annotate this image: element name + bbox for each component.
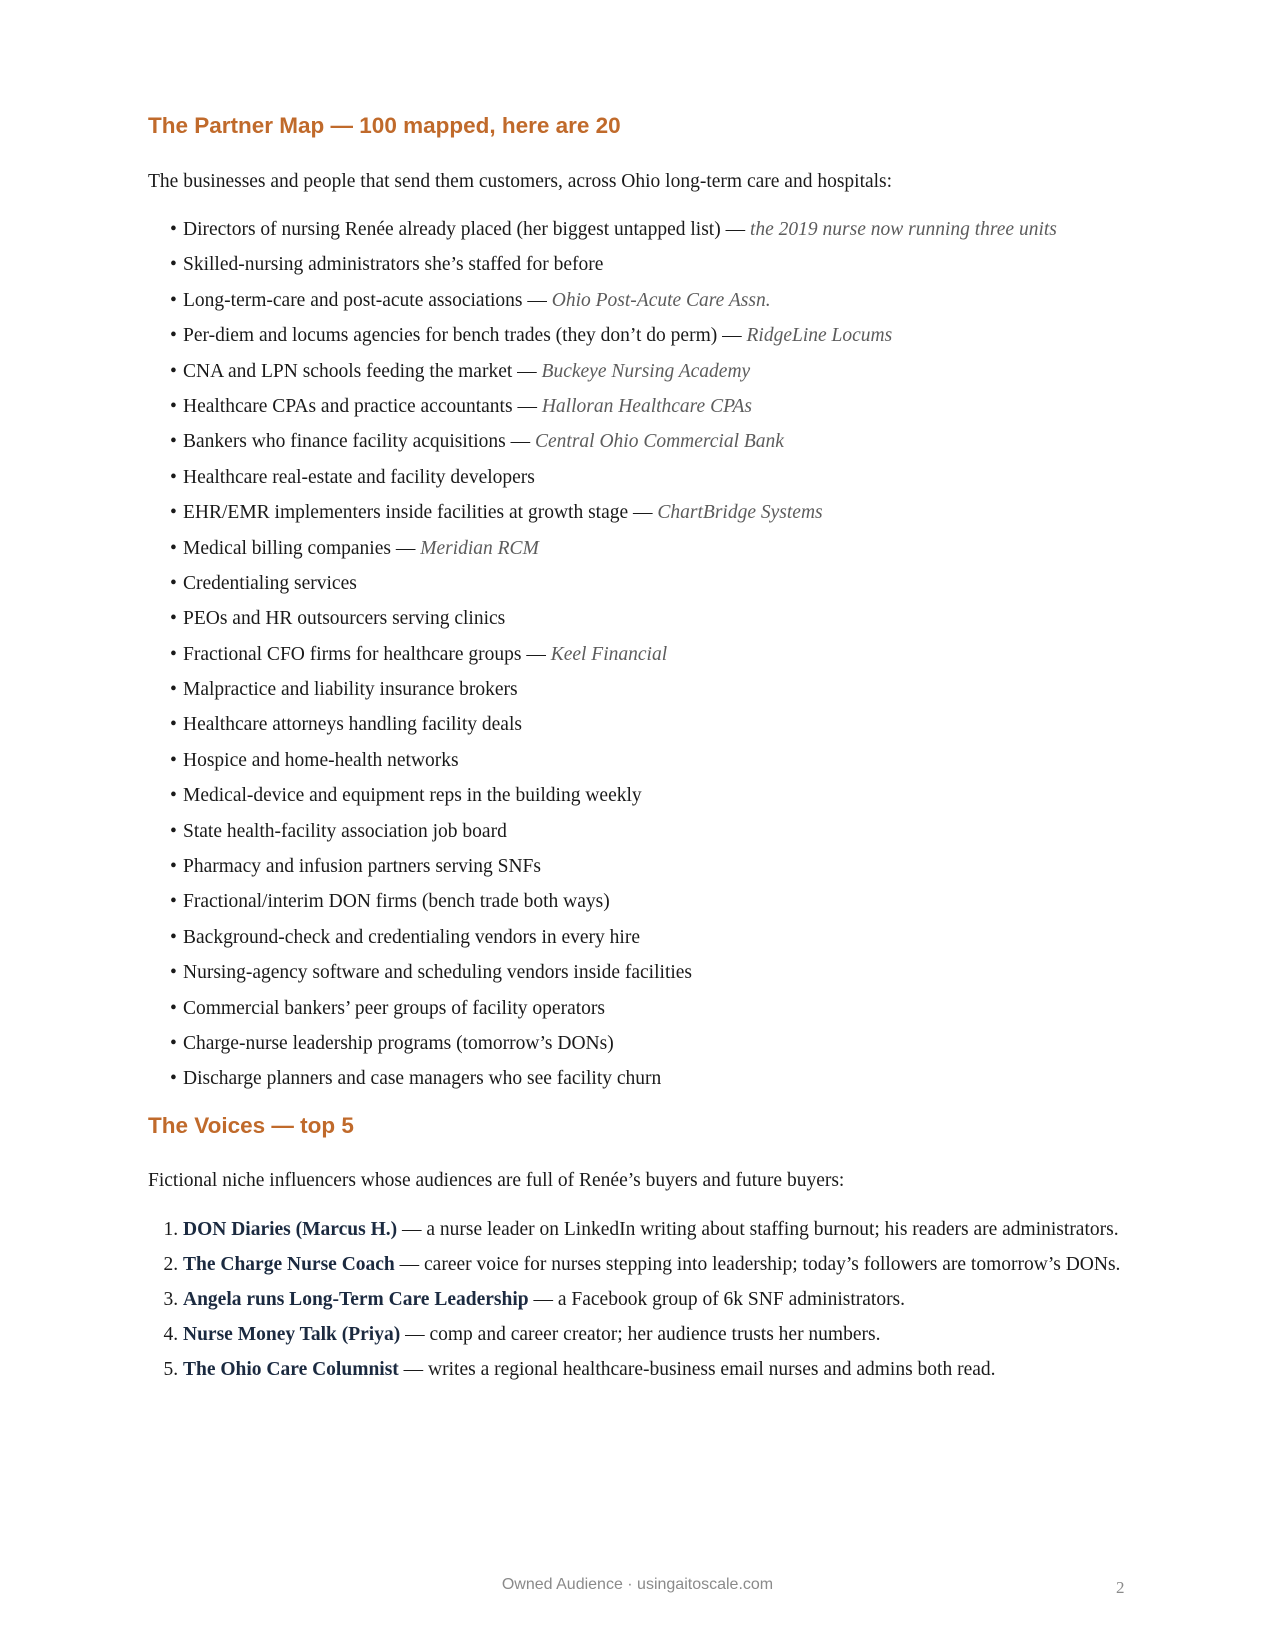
partner-label: EHR/EMR implementers inside facilities at growth stage — [183, 502, 629, 524]
partner-label: Medical billing companies — [183, 537, 391, 559]
partner-example: the 2019 nurse now running three units — [749, 219, 1057, 240]
bullet-icon: • — [170, 1032, 177, 1054]
list-item — [170, 465, 1138, 500]
partner-label: Healthcare real-estate and facility developers — [183, 466, 535, 488]
partner-example: Halloran Healthcare CPAs — [541, 395, 752, 417]
list-item — [170, 854, 1138, 889]
bullet-icon: • — [170, 714, 177, 736]
voice-item — [183, 1214, 1138, 1245]
dash-separator: — — [512, 395, 542, 417]
bullet-icon: • — [170, 820, 177, 842]
page-number: 2 — [1116, 1578, 1125, 1597]
list-item — [170, 889, 1138, 924]
partner-label: Discharge planners and case managers who see facility churn — [183, 1068, 662, 1090]
bullet-icon: • — [170, 325, 177, 347]
dash-separator: — — [398, 1358, 429, 1380]
list-item — [170, 288, 1138, 323]
dash-separator: — — [521, 643, 551, 665]
list-item — [170, 1066, 1138, 1101]
dash-separator: — — [720, 219, 750, 240]
partner-label: Directors of nursing Renée already placed (her biggest untapped list) — [183, 219, 721, 240]
voice-description: career voice for nurses stepping into leadership; today’s followers are tomorrow’s DONs. — [424, 1253, 1121, 1275]
partner-example: Ohio Post-Acute Care Assn. — [551, 289, 771, 311]
voices-list — [148, 1214, 1138, 1385]
partner-label: Commercial bankers’ peer groups of facility operators — [183, 997, 605, 1019]
dash-separator: — — [628, 502, 658, 524]
voice-name: The Ohio Care Columnist — [183, 1358, 399, 1380]
partner-label: Fractional CFO firms for healthcare groups — [183, 643, 522, 665]
partner-label: Charge-nurse leadership programs (tomorrow’s DONs) — [183, 1032, 614, 1054]
partner-label: Skilled-nursing administrators she’s staffed for before — [183, 254, 604, 276]
list-item — [170, 712, 1138, 747]
voice-name: The Charge Nurse Coach — [183, 1253, 395, 1275]
bullet-icon: • — [170, 785, 177, 807]
voice-description: writes a regional healthcare-business email nurses and admins both read. — [428, 1358, 996, 1380]
partner-label: Credentialing services — [183, 572, 357, 594]
dash-separator: — — [717, 325, 747, 347]
bullet-icon: • — [170, 466, 177, 488]
dash-separator: — — [394, 1253, 425, 1275]
bullet-icon: • — [170, 891, 177, 913]
partner-label: State health-facility association job board — [183, 820, 507, 842]
bullet-icon: • — [170, 997, 177, 1019]
voice-name: Nurse Money Talk (Priya) — [183, 1323, 401, 1345]
partner-example: RidgeLine Locums — [746, 325, 893, 347]
list-item — [170, 252, 1138, 287]
bullet-icon: • — [170, 962, 177, 984]
list-item — [170, 394, 1138, 429]
partner-label: PEOs and HR outsourcers serving clinics — [183, 608, 506, 630]
bullet-icon: • — [170, 608, 177, 630]
list-item — [170, 1031, 1138, 1066]
partner-label: Pharmacy and infusion partners serving SNFs — [183, 856, 541, 878]
partner-label: Bankers who finance facility acquisitions — [183, 431, 506, 453]
partner-list — [148, 217, 1138, 1102]
bullet-icon: • — [170, 537, 177, 559]
dash-separator: — — [400, 1323, 430, 1345]
dash-separator: — — [390, 537, 421, 559]
bullet-icon: • — [170, 749, 177, 771]
list-item — [170, 748, 1138, 783]
bullet-icon: • — [170, 395, 177, 417]
partner-example: Keel Financial — [550, 643, 668, 665]
list-item — [170, 429, 1138, 464]
voices-heading: The Voices — top 5 — [148, 1112, 354, 1138]
list-item — [170, 642, 1138, 677]
voice-item — [183, 1354, 1138, 1385]
partner-map-heading: The Partner Map — 100 mapped, here are 20 — [148, 113, 621, 138]
list-item — [170, 536, 1138, 571]
voice-name: DON Diaries (Marcus H.) — [183, 1218, 398, 1240]
list-item — [170, 783, 1138, 818]
list-item — [170, 925, 1138, 960]
voice-name: Angela runs Long-Term Care Leadership — [183, 1288, 529, 1310]
partner-label: Hospice and home-health networks — [183, 749, 459, 771]
list-item — [170, 677, 1138, 712]
dash-separator: — — [522, 289, 552, 311]
partner-label: Healthcare CPAs and practice accountants — [183, 395, 513, 417]
partner-label: CNA and LPN schools feeding the market — [183, 360, 513, 382]
dash-separator: — — [512, 360, 542, 382]
voice-description: comp and career creator; her audience trusts her numbers. — [429, 1323, 881, 1345]
partner-map-intro: The businesses and people that send them customers, across Ohio long-term care and hospitals: — [148, 171, 893, 192]
partner-example: Meridian RCM — [420, 537, 539, 559]
partner-label: Medical-device and equipment reps in the building weekly — [183, 785, 642, 807]
partner-example: ChartBridge Systems — [657, 502, 823, 524]
partner-example: Buckeye Nursing Academy — [541, 360, 751, 382]
voice-description: a Facebook group of 6k SNF administrators. — [557, 1288, 906, 1310]
partner-label: Long-term-care and post-acute associations — [183, 289, 523, 311]
list-item — [170, 359, 1138, 394]
dash-separator: — — [397, 1218, 427, 1240]
dash-separator: — — [528, 1288, 558, 1310]
bullet-icon: • — [170, 1068, 177, 1090]
footer-text: Owned Audience · usingaitoscale.com — [501, 1576, 774, 1593]
voice-item — [183, 1284, 1138, 1315]
bullet-icon: • — [170, 502, 177, 524]
partner-label: Malpractice and liability insurance brokers — [183, 679, 518, 701]
list-item — [170, 606, 1138, 641]
bullet-icon: • — [170, 572, 177, 594]
voice-item — [183, 1319, 1138, 1350]
list-item — [170, 500, 1138, 535]
bullet-icon: • — [170, 431, 177, 453]
list-item — [170, 960, 1138, 995]
partner-label: Nursing-agency software and scheduling vendors inside facilities — [183, 962, 693, 984]
partner-example: Central Ohio Commercial Bank — [535, 431, 784, 453]
list-item — [170, 217, 1138, 252]
bullet-icon: • — [170, 679, 177, 701]
partner-label: Per-diem and locums agencies for bench trades (they don’t do perm) — [183, 325, 718, 347]
dash-separator: — — [505, 431, 535, 453]
list-item — [170, 323, 1138, 358]
partner-label: Fractional/interim DON firms (bench trade both ways) — [183, 891, 610, 913]
list-item — [170, 819, 1138, 854]
bullet-icon: • — [170, 926, 177, 948]
bullet-icon: • — [170, 219, 177, 240]
document-page — [148, 0, 1138, 1389]
partner-label: Healthcare attorneys handling facility deals — [183, 714, 522, 736]
voice-item — [183, 1249, 1138, 1280]
bullet-icon: • — [170, 289, 177, 311]
partner-label: Background-check and credentialing vendors in every hire — [183, 926, 640, 948]
list-item — [170, 571, 1138, 606]
bullet-icon: • — [170, 254, 177, 276]
voice-description: a nurse leader on LinkedIn writing about staffing burnout; his readers are administrators. — [426, 1218, 1119, 1240]
bullet-icon: • — [170, 856, 177, 878]
voices-intro: Fictional niche influencers whose audiences are full of Renée’s buyers and future buyers: — [148, 1169, 845, 1191]
bullet-icon: • — [170, 360, 177, 382]
list-item — [170, 996, 1138, 1031]
bullet-icon: • — [170, 643, 177, 665]
